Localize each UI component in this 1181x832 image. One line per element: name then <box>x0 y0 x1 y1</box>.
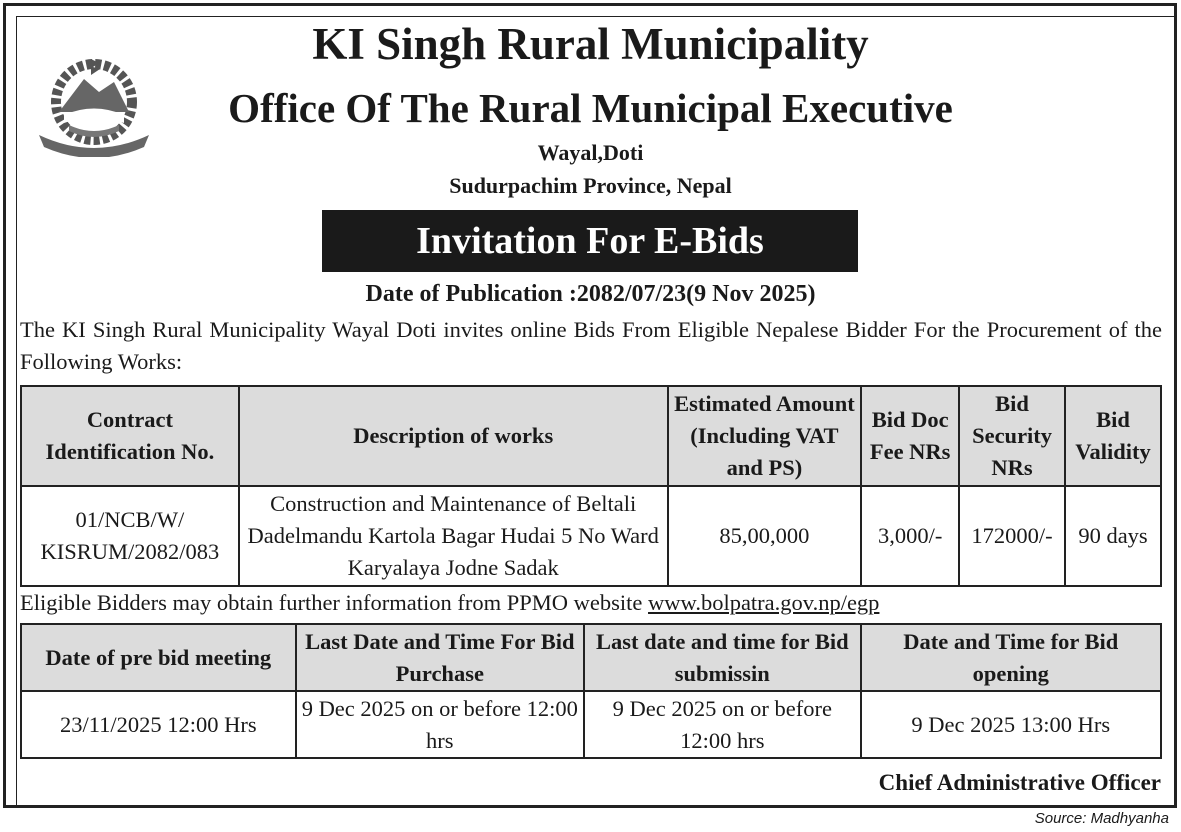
notice-banner: Invitation For E-Bids <box>322 210 858 272</box>
address-line1: Wayal,Doti <box>537 140 644 165</box>
col-contract-id: Contract Identification No. <box>21 386 239 486</box>
eligibility-text: Eligible Bidders may obtain further information from PPMO website <box>20 590 649 615</box>
table-header-row <box>21 624 1161 691</box>
bid-purchase-date: 9 Dec 2025 on or before 12:00 hrs <box>296 691 584 758</box>
table-row <box>21 486 1161 586</box>
eligibility-note <box>20 590 879 616</box>
works-table <box>20 385 1162 587</box>
bid-security: 172000/- <box>959 486 1065 586</box>
pre-bid-meeting-date: 23/11/2025 12:00 Hrs <box>21 691 296 758</box>
address-line2: Sudurpachim Province, Nepal <box>449 173 732 198</box>
col-pre-bid-meeting: Date of pre bid meeting <box>21 624 296 691</box>
bid-doc-fee: 3,000/- <box>861 486 959 586</box>
bid-opening-date: 9 Dec 2025 13:00 Hrs <box>861 691 1161 758</box>
dates-table <box>20 623 1162 759</box>
col-bid-opening: Date and Time for Bid opening <box>861 624 1161 691</box>
bid-submission-date: 9 Dec 2025 on or before 12:00 hrs <box>584 691 861 758</box>
publication-date: Date of Publication :2082/07/23(9 Nov 2025) <box>365 281 816 307</box>
signatory: Chief Administrative Officer <box>878 770 1161 795</box>
table-header-row <box>21 386 1161 486</box>
col-bid-submission: Last date and time for Bid submissin <box>584 624 861 691</box>
col-bid-purchase: Last Date and Time For Bid Purchase <box>296 624 584 691</box>
table-row <box>21 691 1161 758</box>
col-estimated-amount: Estimated Amount (Including VAT and PS) <box>668 386 862 486</box>
intro-paragraph: The KI Singh Rural Municipality Wayal Doti invites online Bids From Eligible Nepalese Bidder For the Procurement of the Following Works: <box>20 317 1162 374</box>
description: Construction and Maintenance of Beltali Dadelmandu Kartola Bagar Hudai 5 No Ward Karyalaya Jodne Sadak <box>239 486 668 586</box>
col-bid-doc-fee: Bid Doc Fee NRs <box>861 386 959 486</box>
office-title: Office Of The Rural Municipal Executive <box>228 85 953 131</box>
col-bid-validity: Bid Validity <box>1065 386 1161 486</box>
contract-id: 01/NCB/W/ KISRUM/2082/083 <box>21 486 239 586</box>
bid-validity: 90 days <box>1065 486 1161 586</box>
municipality-title: KI Singh Rural Municipality <box>312 19 869 69</box>
source-credit: Source: Madhyanha <box>1034 810 1169 827</box>
estimated-amount: 85,00,000 <box>668 486 862 586</box>
ppmo-website-link[interactable]: www.bolpatra.gov.np/egp <box>648 590 880 615</box>
col-description: Description of works <box>239 386 668 486</box>
col-bid-security: Bid Security NRs <box>959 386 1065 486</box>
